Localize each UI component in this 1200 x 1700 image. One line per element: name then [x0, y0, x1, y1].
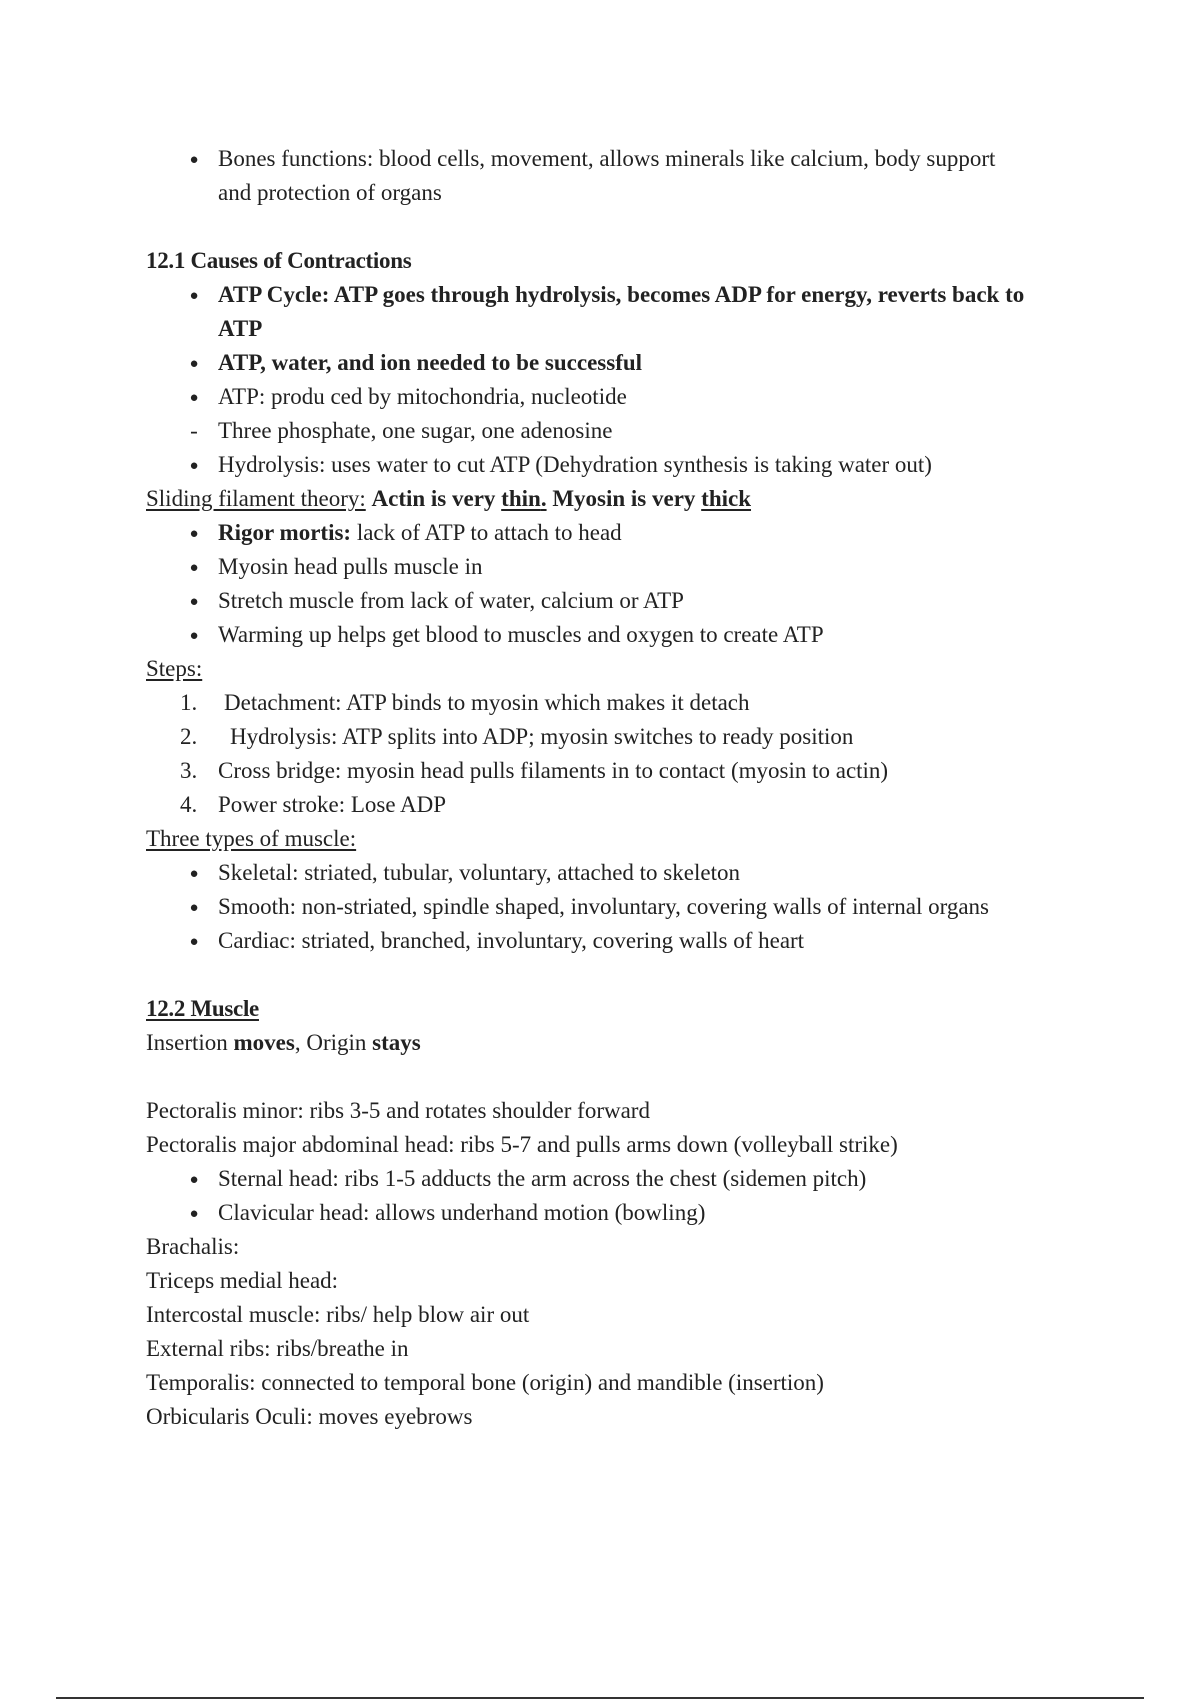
rigor-term: Rigor mortis:	[218, 520, 352, 545]
atp-cycle-line-2: ATP	[218, 316, 263, 341]
intro-list	[146, 142, 1086, 210]
sliding-list	[146, 516, 1086, 652]
muscle-types-list	[146, 856, 1086, 958]
step-text: Power stroke: Lose ADP	[218, 792, 447, 817]
three-phosphate-text: Three phosphate, one sugar, one adenosine	[218, 418, 613, 443]
bullet-icon	[184, 618, 204, 655]
section-heading-12-1: 12.1 Causes of Contractions	[146, 248, 412, 273]
muscle-type-item	[146, 924, 1086, 958]
clavicular-text: Clavicular head: allows underhand motion (bowling)	[218, 1200, 706, 1225]
pectoralis-list	[146, 1162, 1086, 1230]
list-item-myosin-pulls	[146, 550, 1086, 584]
bullet-icon	[184, 142, 204, 179]
section-heading-12-2: 12.2 Muscle	[146, 996, 259, 1021]
atp-produced-text: ATP: produ ced by mitochondria, nucleotide	[218, 384, 627, 409]
list-item-atp-cycle	[146, 278, 1086, 346]
bones-line-1: Bones functions: blood cells, movement, allows minerals like calcium, body support	[218, 146, 996, 171]
bullet-icon	[184, 856, 204, 893]
step-number: 4.	[180, 792, 198, 817]
bullet-icon	[184, 1162, 204, 1199]
origin-text: , Origin	[294, 1030, 367, 1055]
step-number: 3.	[180, 758, 198, 783]
document-content	[146, 142, 1086, 1434]
bullet-icon	[184, 1196, 204, 1233]
list-item-sternal	[146, 1162, 1086, 1196]
thin-text: thin	[501, 486, 541, 511]
stays-text: stays	[372, 1030, 421, 1055]
moves-text: moves	[233, 1030, 295, 1055]
rigor-text: lack of ATP to attach to head	[356, 520, 622, 545]
actin-text: Actin is very	[371, 486, 496, 511]
steps-label: Steps:	[146, 656, 203, 681]
insertion-line	[146, 1026, 1086, 1060]
sliding-filament-line	[146, 482, 1086, 516]
step-number: 2.	[180, 724, 198, 749]
temporalis-line: Temporalis: connected to temporal bone (origin) and mandible (insertion)	[146, 1370, 824, 1395]
spacer	[146, 1060, 1086, 1094]
sternal-text: Sternal head: ribs 1-5 adducts the arm across the chest (sidemen pitch)	[218, 1166, 867, 1191]
footer-divider	[56, 1697, 1144, 1699]
spacer	[146, 210, 1086, 244]
myosin-text: Myosin is very	[552, 486, 696, 511]
sliding-filament-label: Sliding filament theory:	[146, 486, 366, 511]
atp-needed-text: ATP, water, and ion needed to be successful	[218, 350, 643, 375]
muscle-types-label: Three types of muscle:	[146, 826, 357, 851]
insertion-text: Insertion	[146, 1030, 228, 1055]
contraction-list	[146, 278, 1086, 482]
step-text: Cross bridge: myosin head pulls filaments in to contact (myosin to actin)	[218, 758, 889, 783]
list-item-stretch	[146, 584, 1086, 618]
list-item-warming	[146, 618, 1086, 652]
myosin-pulls-text: Myosin head pulls muscle in	[218, 554, 483, 579]
bullet-icon	[184, 278, 204, 315]
bullet-icon	[184, 584, 204, 621]
thin-period: .	[540, 486, 547, 511]
muscle-type-text: Cardiac: striated, branched, involuntary, covering walls of heart	[218, 928, 805, 953]
brachalis-line: Brachalis:	[146, 1234, 240, 1259]
step-text: Hydrolysis: ATP splits into ADP; myosin switches to ready position	[230, 724, 854, 749]
atp-cycle-line-1: ATP Cycle: ATP goes through hydrolysis, becomes ADP for energy, reverts back to	[218, 282, 1025, 307]
intercostal-line: Intercostal muscle: ribs/ help blow air out	[146, 1302, 530, 1327]
pectoralis-major-line: Pectoralis major abdominal head: ribs 5-7 and pulls arms down (volleyball strike)	[146, 1132, 898, 1157]
thick-text: thick	[701, 486, 752, 511]
step-text: Detachment: ATP binds to myosin which makes it detach	[224, 690, 750, 715]
step-number: 1.	[180, 690, 198, 715]
step-item	[146, 720, 1086, 754]
list-item-atp-produced	[146, 380, 1086, 414]
step-item	[146, 686, 1086, 720]
pectoralis-minor-line: Pectoralis minor: ribs 3-5 and rotates shoulder forward	[146, 1098, 650, 1123]
spacer	[146, 958, 1086, 992]
bullet-icon	[184, 516, 204, 553]
list-item-rigor	[146, 516, 1086, 550]
dash-icon: -	[190, 418, 198, 443]
stretch-text: Stretch muscle from lack of water, calcium or ATP	[218, 588, 684, 613]
list-item-hydrolysis	[146, 448, 1086, 482]
warming-text: Warming up helps get blood to muscles and oxygen to create ATP	[218, 622, 824, 647]
bullet-icon	[184, 380, 204, 417]
muscle-type-text: Smooth: non-striated, spindle shaped, involuntary, covering walls of internal organs	[218, 894, 989, 919]
muscle-type-item	[146, 856, 1086, 890]
triceps-line: Triceps medial head:	[146, 1268, 339, 1293]
external-ribs-line: External ribs: ribs/breathe in	[146, 1336, 409, 1361]
muscle-type-item	[146, 890, 1086, 924]
hydrolysis-text: Hydrolysis: uses water to cut ATP (Dehydration synthesis is taking water out)	[218, 452, 932, 477]
list-item-clavicular	[146, 1196, 1086, 1230]
bones-line-2: and protection of organs	[218, 180, 442, 205]
bullet-icon	[184, 346, 204, 383]
bullet-icon	[184, 924, 204, 961]
list-item-three-phosphate	[146, 414, 1086, 448]
bullet-icon	[184, 890, 204, 927]
orbicularis-line: Orbicularis Oculi: moves eyebrows	[146, 1404, 473, 1429]
step-item	[146, 754, 1086, 788]
muscle-type-text: Skeletal: striated, tubular, voluntary, attached to skeleton	[218, 860, 740, 885]
step-item	[146, 788, 1086, 822]
bullet-icon	[184, 448, 204, 485]
list-item-bones	[146, 142, 1086, 210]
list-item-atp-needed	[146, 346, 1086, 380]
bullet-icon	[184, 550, 204, 587]
steps-list	[146, 686, 1086, 822]
